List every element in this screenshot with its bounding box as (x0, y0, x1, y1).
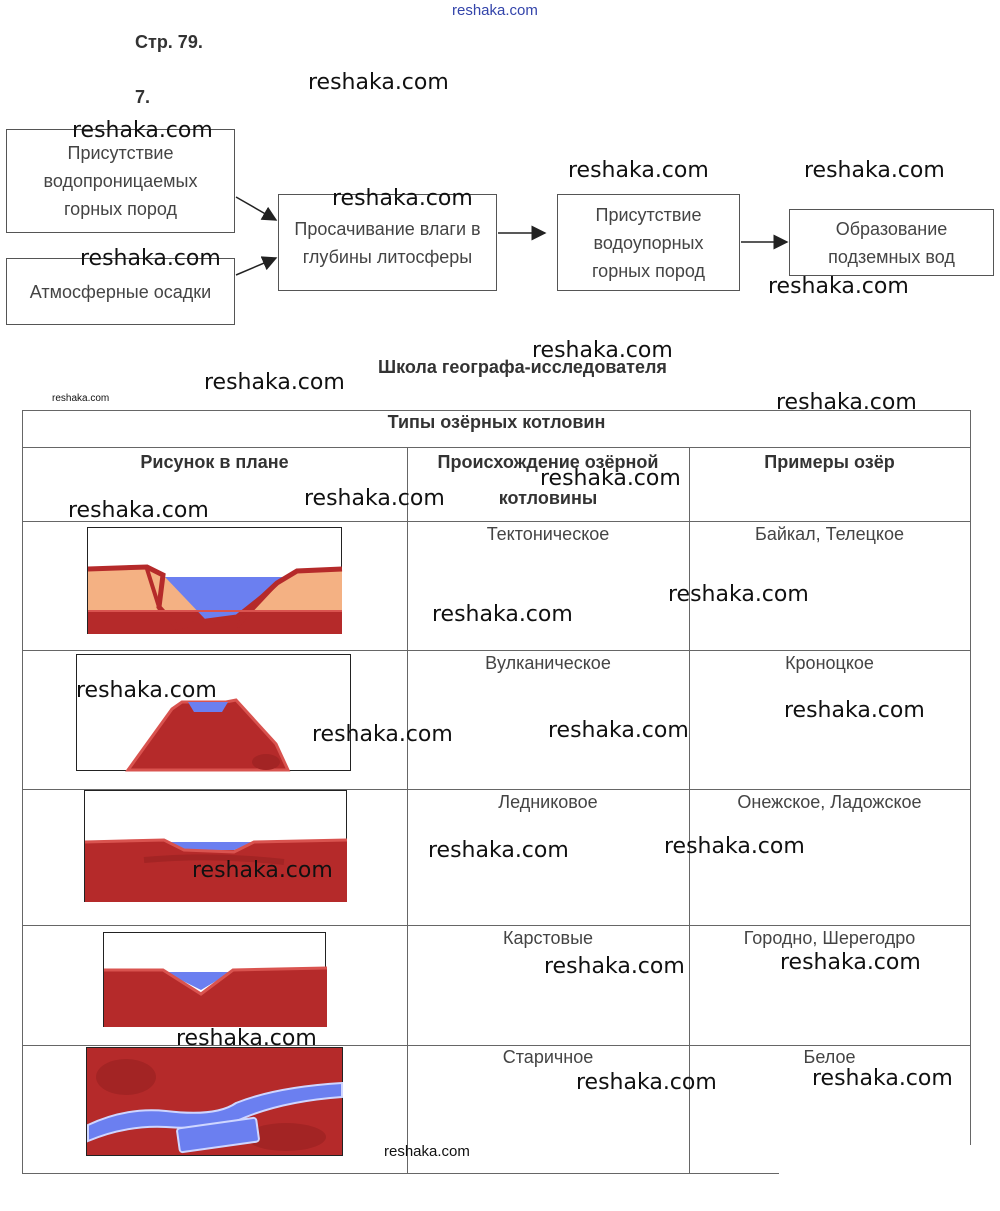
page-reference: Стр. 79. (135, 32, 203, 52)
watermark: reshaka.com (576, 1070, 717, 1095)
examples-cell: Кроноцкое (785, 653, 874, 673)
table-title: Типы озёрных котловин (387, 412, 606, 432)
watermark: reshaka.com (192, 858, 333, 883)
watermark: reshaka.com (204, 370, 345, 395)
origin-cell: Карстовые (502, 928, 594, 948)
examples-cell: Городно, Шерегодро (743, 928, 916, 948)
section-title: Школа географа-исследователя (378, 357, 667, 377)
watermark: reshaka.com (308, 70, 449, 95)
examples-cell: Байкал, Телецкое (755, 524, 904, 544)
watermark: reshaka.com (80, 246, 221, 271)
watermark: reshaka.com (668, 582, 809, 607)
watermark: reshaka.com (76, 678, 217, 703)
watermark: reshaka.com (68, 498, 209, 523)
arrow-1 (236, 197, 276, 220)
flow-box-label: Присутствие водоупорных горных пород (592, 204, 705, 281)
volcanic-basin-diagram (76, 654, 352, 772)
table-border (22, 1045, 971, 1046)
table-border-bottom (22, 1173, 779, 1174)
origin-cell: Вулканическое (485, 653, 611, 673)
watermark: reshaka.com (304, 486, 445, 511)
watermark: reshaka.com (532, 338, 673, 363)
watermark: reshaka.com (312, 722, 453, 747)
column-header-drawing: Рисунок в плане (140, 452, 289, 472)
flow-box-label: Присутствие водопроницаемых горных пород (43, 143, 198, 219)
table-border-right (970, 410, 971, 1145)
watermark: reshaka.com (176, 1026, 317, 1051)
watermark: reshaka.com (52, 393, 110, 404)
examples-cell: Белое (803, 1047, 856, 1067)
watermark: reshaka.com (72, 118, 213, 143)
task-number: 7. (135, 87, 151, 107)
table-border (22, 650, 971, 651)
oxbow-basin-diagram (86, 1047, 344, 1157)
flow-box-label: Атмосферные осадки (29, 281, 212, 302)
watermark: reshaka.com (568, 158, 709, 183)
column-header-origin: Происхождение озёрной котловины (437, 452, 659, 508)
watermark: reshaka.com (780, 950, 921, 975)
watermark: reshaka.com (332, 186, 473, 211)
watermark: reshaka.com (432, 602, 573, 627)
site-link[interactable]: reshaka.com (452, 2, 538, 19)
examples-cell: Онежское, Ладожское (737, 792, 922, 812)
origin-cell: Ледниковое (498, 792, 598, 812)
watermark: reshaka.com (804, 158, 945, 183)
watermark: reshaka.com (664, 834, 805, 859)
watermark: reshaka.com (812, 1066, 953, 1091)
watermark: reshaka.com (768, 274, 909, 299)
column-header-examples: Примеры озёр (764, 452, 895, 472)
arrow-2 (236, 258, 276, 275)
tectonic-basin-diagram (87, 527, 343, 635)
glacial-basin-diagram (84, 790, 348, 903)
watermark: reshaka.com (784, 698, 925, 723)
watermark: reshaka.com (384, 1143, 470, 1160)
watermark: reshaka.com (548, 718, 689, 743)
flow-box-label: Образование подземных вод (828, 218, 955, 267)
watermark: reshaka.com (428, 838, 569, 863)
watermark: reshaka.com (544, 954, 685, 979)
origin-cell: Тектоническое (486, 524, 610, 544)
watermark: reshaka.com (776, 390, 917, 415)
origin-cell: Старичное (502, 1047, 594, 1067)
table-border-left (22, 410, 23, 1174)
karst-basin-diagram (103, 932, 327, 1028)
flow-box-label: Просачивание влаги в глубины литосферы (294, 218, 481, 267)
watermark: reshaka.com (540, 466, 681, 491)
table-border (22, 925, 971, 926)
